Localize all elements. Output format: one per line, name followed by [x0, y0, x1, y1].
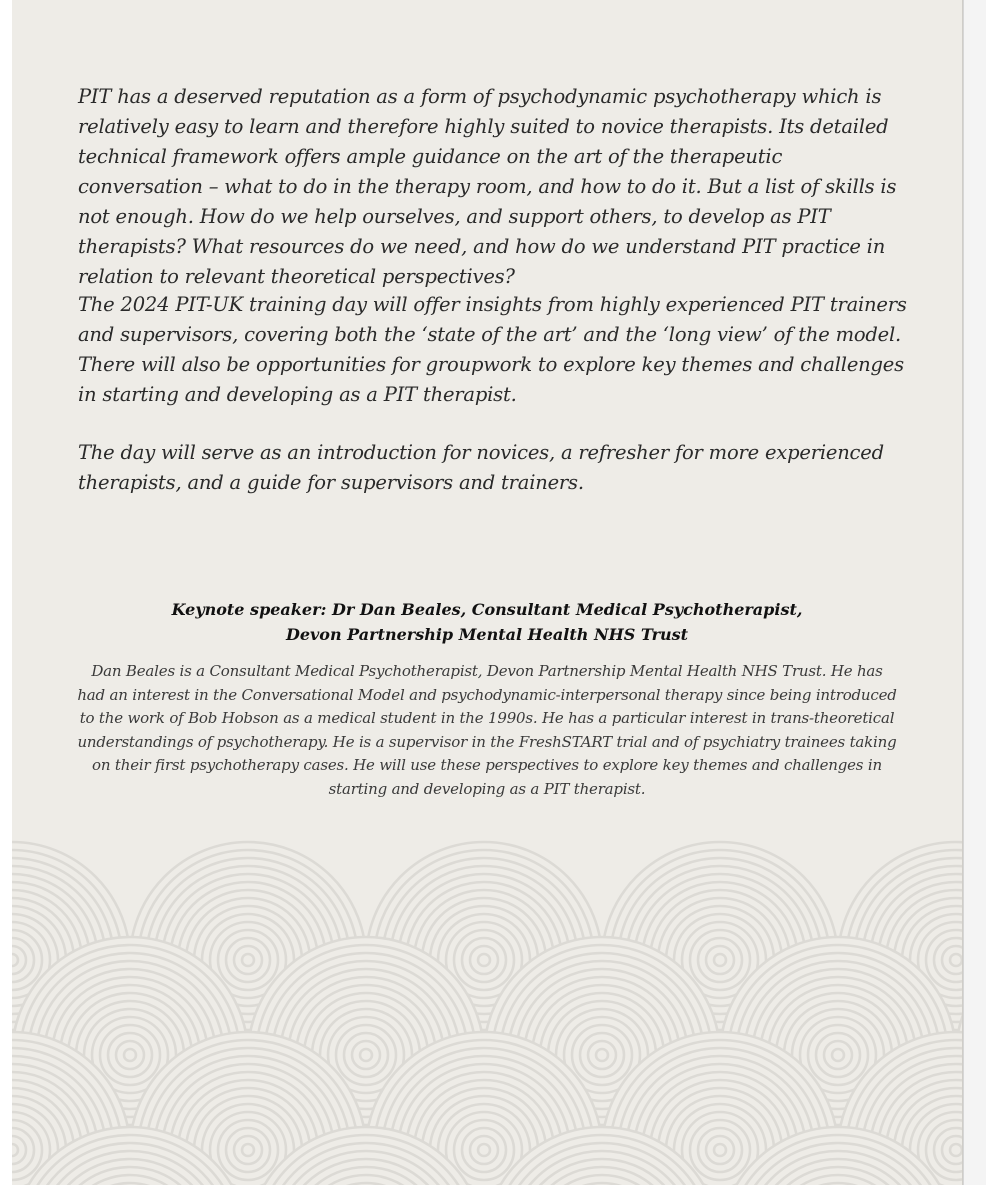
intro-paragraph-2: The 2024 PIT-UK training day will offer insights from highly experienced PIT trainers and supervisors, covering both the ‘state of the art’ and the ‘long view’ of the model. There will also be opportunities for groupwork to explore key themes and challenges in starting and developing as a PIT therapist.: [78, 293, 907, 406]
intro-paragraph-3: The day will serve as an introduction for novices, a refresher for more experienced therapists, and a guide for supervisors and trainers.: [78, 441, 884, 494]
keynote-heading-line-1: Keynote speaker: Dr Dan Beales, Consultant Medical Psychotherapist,: [171, 600, 803, 619]
intro-paragraph-1: PIT has a deserved reputation as a form of psychodynamic psychotherapy which is relatively easy to learn and therefore highly suited to novice therapists. Its detailed technical framework offers ample guidance on the art of the therapeutic conversation – what to do in the therapy room, and how to do it. But a list of skills is not enough. How do we help ourselves, and support others, to develop as PIT therapists? What resources do we need, and how do we understand PIT practice in relation to relevant theoretical perspectives?: [78, 85, 897, 288]
keynote-bio: Dan Beales is a Consultant Medical Psychotherapist, Devon Partnership Mental Health NHS Trust. He has had an interest in the Conversational Model and psychodynamic-interpersonal therapy since being introduced to the work of Bob Hobson as a medical student in the 1990s. He has a particular interest in trans-theoretical understandings of psychotherapy. He is a supervisor in the FreshSTART trial and of psychiatry trainees taking on their first psychotherapy cases. He will use these perspectives to explore key themes and challenges in starting and developing as a PIT therapist.: [77, 662, 897, 798]
keynote-heading: [52, 597, 922, 647]
document-page: [12, 0, 963, 1185]
decorative-wave-pattern: [12, 840, 962, 1185]
keynote-heading-line-2: Devon Partnership Mental Health NHS Trust: [285, 625, 689, 644]
viewer-scroll-gutter: [963, 0, 986, 1185]
page-bottom-margin: [0, 1185, 986, 1200]
